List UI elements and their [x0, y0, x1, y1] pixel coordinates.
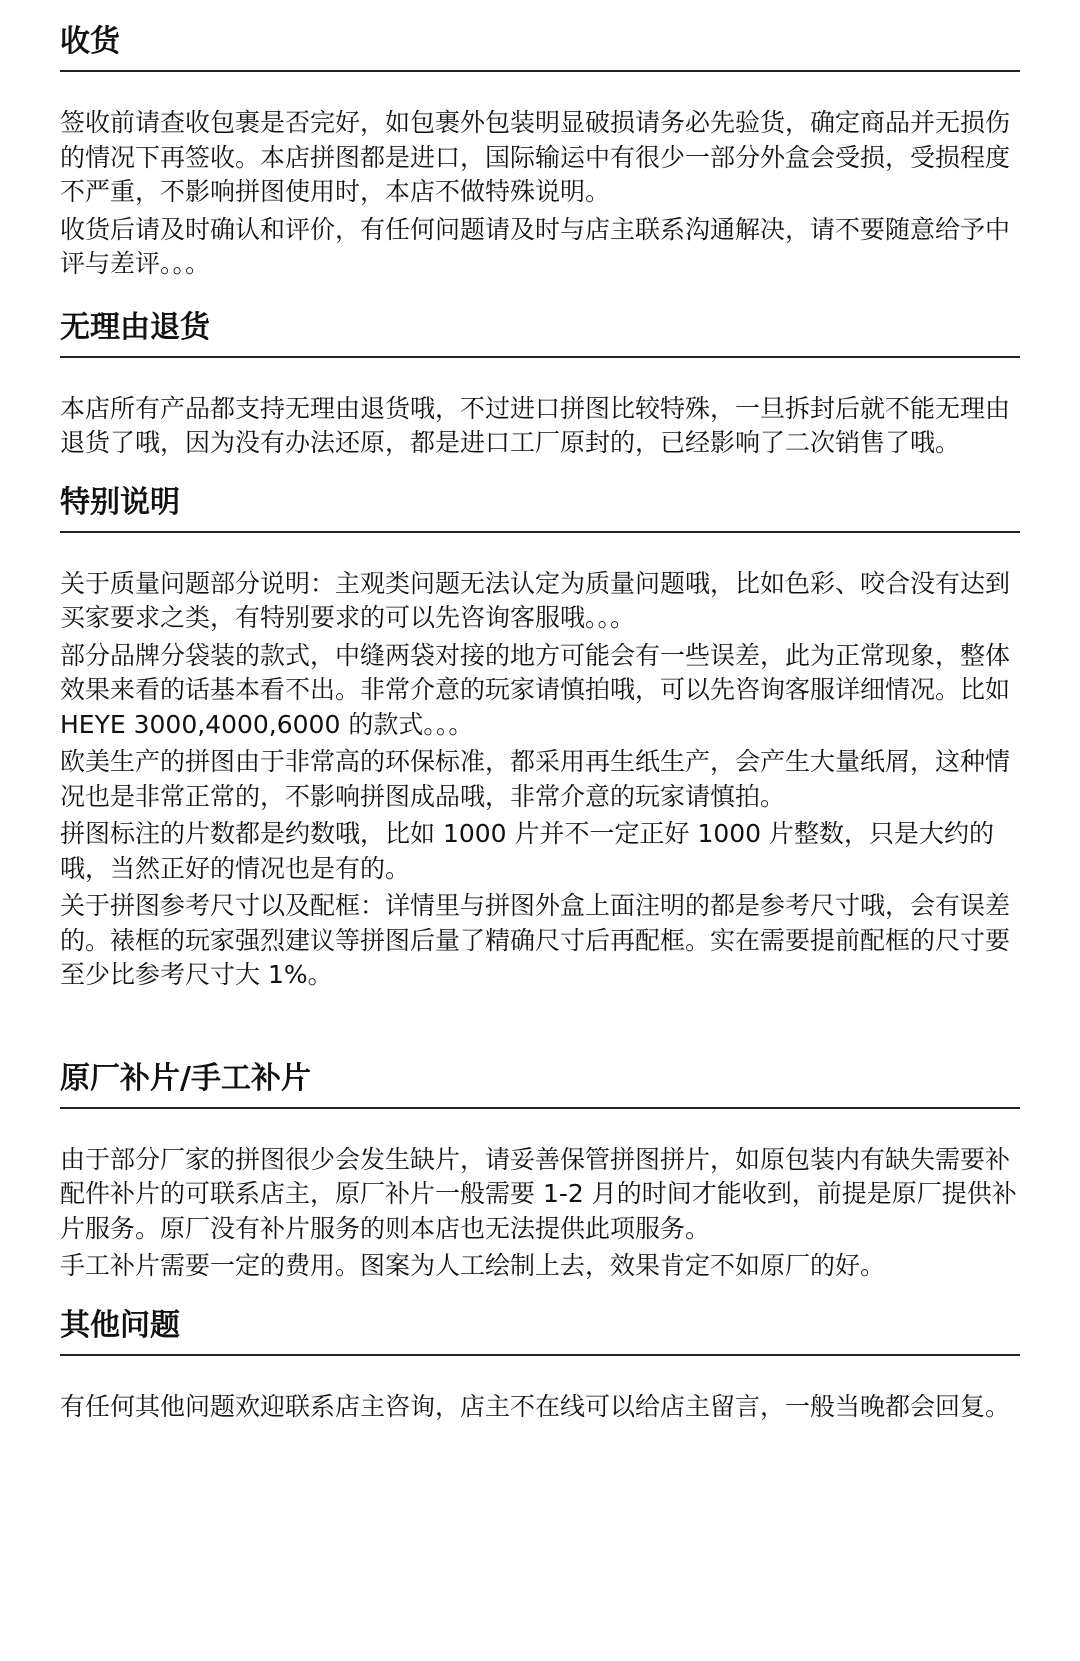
- section-divider: [60, 531, 1020, 533]
- section-heading: 无理由退货: [60, 309, 210, 345]
- section-body: [60, 392, 1020, 461]
- section-special-notes: [60, 479, 1020, 993]
- paragraph: 关于质量问题部分说明：主观类问题无法认定为质量问题哦，比如色彩、咬合没有达到买家要求之类，有特别要求的可以先咨询客服哦。。。: [60, 568, 1011, 632]
- paragraph: 手工补片需要一定的费用。图案为人工绘制上去，效果肯定不如原厂的好。: [60, 1251, 886, 1280]
- paragraph: 签收前请查收包裹是否完好，如包裹外包装明显破损请务必先验货，确定商品并无损伤的情况下再签收。本店拼图都是进口，国际输运中有很少一部分外盒会受损，受损程度不严重，不影响拼图使用时，本店不做特殊说明。: [60, 108, 1011, 206]
- paragraph: 收货后请及时确认和评价，有任何问题请及时与店主联系沟通解决，请不要随意给予中评与差评。。。: [60, 214, 1011, 278]
- section-body: [60, 567, 1020, 993]
- paragraph: 由于部分厂家的拼图很少会发生缺片，请妥善保管拼图拼片，如原包装内有缺失需要补配件补片的可联系店主，原厂补片一般需要 1-2 月的时间才能收到，前提是原厂提供补片服务。原厂没有补片服务的则本店也无法提供此项服务。: [60, 1144, 1017, 1243]
- section-replacement-pieces: [60, 1055, 1020, 1284]
- section-heading: 收货: [60, 24, 120, 59]
- section-divider: [60, 1107, 1020, 1109]
- section-heading: 其他问题: [60, 1307, 180, 1343]
- section-divider: [60, 356, 1020, 358]
- section-divider: [60, 70, 1020, 72]
- section-no-reason-return: [60, 304, 1020, 461]
- section-heading: 原厂补片/手工补片: [60, 1060, 311, 1096]
- paragraph: 部分品牌分袋装的款式，中缝两袋对接的地方可能会有一些误差，此为正常现象，整体效果来看的话基本看不出。非常介意的玩家请慎拍哦，可以先咨询客服详细情况。比如 HEYE 3000,4000,6000 的款式。。。: [60, 640, 1011, 739]
- section-divider: [60, 1354, 1020, 1356]
- section-body: [60, 106, 1020, 282]
- paragraph: 有任何其他问题欢迎联系店主咨询，店主不在线可以给店主留言，一般当晚都会回复。: [60, 1391, 1011, 1421]
- paragraph: 本店所有产品都支持无理由退货哦，不过进口拼图比较特殊，一旦拆封后就不能无理由退货了哦，因为没有办法还原，都是进口工厂原封的，已经影响了二次销售了哦。: [60, 393, 1011, 457]
- section-body: [60, 1143, 1020, 1284]
- section-other-questions: [60, 1302, 1020, 1425]
- paragraph: 拼图标注的片数都是约数哦，比如 1000 片并不一定正好 1000 片整数，只是大约的哦，当然正好的情况也是有的。: [60, 819, 995, 883]
- section-body: [60, 1390, 1020, 1425]
- paragraph: 欧美生产的拼图由于非常高的环保标准，都采用再生纸生产，会产生大量纸屑，这种情况也是非常正常的，不影响拼图成品哦，非常介意的玩家请慎拍。: [60, 747, 1011, 811]
- section-receiving: [60, 18, 1020, 282]
- paragraph: 关于拼图参考尺寸以及配框：详情里与拼图外盒上面注明的都是参考尺寸哦，会有误差的。裱框的玩家强烈建议等拼图后量了精确尺寸后再配框。实在需要提前配框的尺寸要至少比参考尺寸大 1%。: [60, 891, 1011, 989]
- section-heading: 特别说明: [60, 484, 180, 520]
